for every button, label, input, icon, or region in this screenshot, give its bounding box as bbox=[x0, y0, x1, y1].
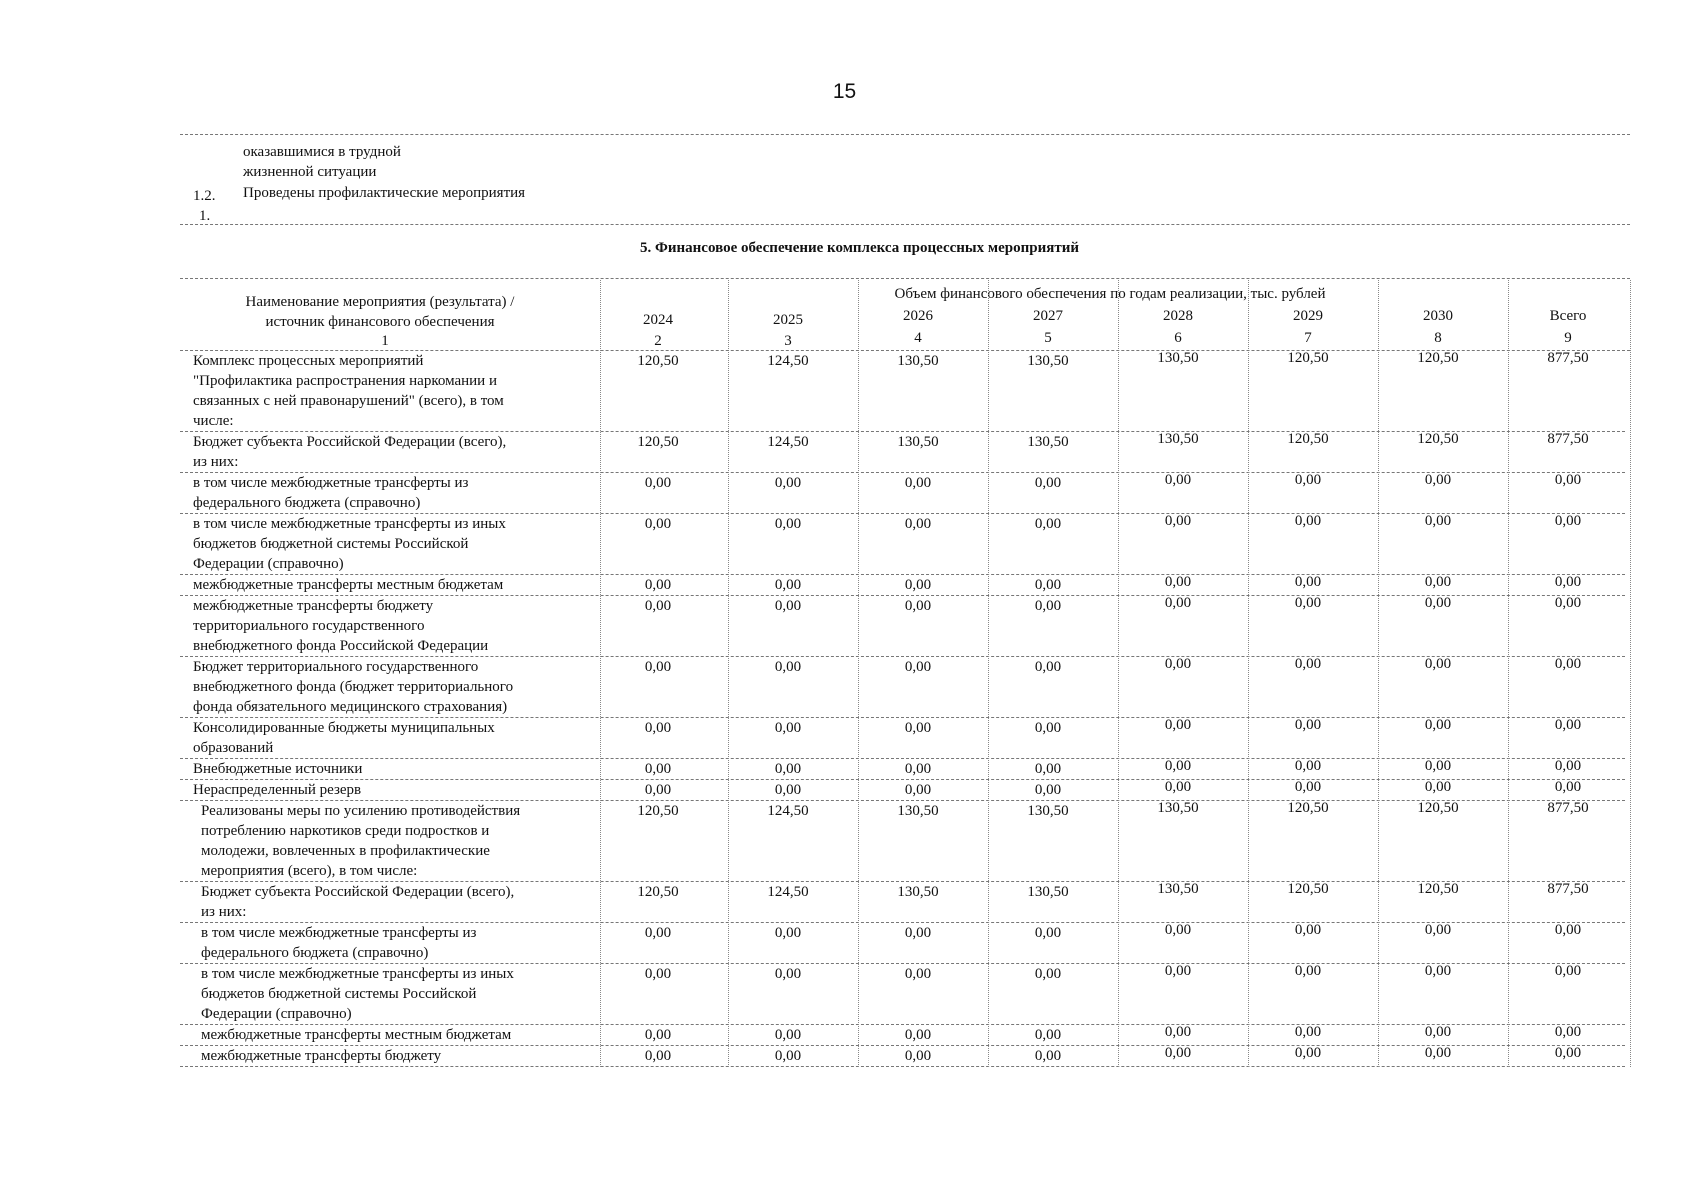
row-value: 0,00 bbox=[1554, 922, 1582, 938]
row-value: 0,00 bbox=[1294, 513, 1322, 529]
row-label: потреблению наркотиков среди подростков и bbox=[201, 823, 490, 839]
row-value: 124,50 bbox=[767, 884, 809, 900]
row-label: из них: bbox=[193, 454, 239, 470]
row-value: 877,50 bbox=[1547, 431, 1589, 447]
row-value: 0,00 bbox=[904, 1027, 932, 1043]
row-label: в том числе межбюджетные трансферты из bbox=[193, 475, 469, 491]
row-value: 120,50 bbox=[1417, 881, 1459, 897]
row-value: 130,50 bbox=[1027, 803, 1069, 819]
row-value: 120,50 bbox=[1417, 431, 1459, 447]
year-header: 2027 bbox=[1033, 308, 1063, 324]
row-value: 0,00 bbox=[644, 761, 672, 777]
row-divider bbox=[180, 431, 1625, 432]
row-value: 0,00 bbox=[774, 475, 802, 491]
row-value: 120,50 bbox=[637, 803, 679, 819]
row-label: внебюджетного фонда Российской Федерации bbox=[193, 638, 489, 654]
row-value: 0,00 bbox=[1424, 472, 1452, 488]
row-value: 0,00 bbox=[1424, 574, 1452, 590]
row-divider bbox=[180, 1066, 1625, 1067]
row-divider bbox=[180, 472, 1625, 473]
row-value: 0,00 bbox=[1034, 1048, 1062, 1064]
row-divider bbox=[180, 656, 1625, 657]
row-value: 0,00 bbox=[1424, 595, 1452, 611]
row-value: 0,00 bbox=[904, 475, 932, 491]
row-label: Федерации (справочно) bbox=[193, 556, 344, 572]
row-divider bbox=[180, 513, 1625, 514]
row-value: 0,00 bbox=[774, 1027, 802, 1043]
year-header: 2028 bbox=[1163, 308, 1193, 324]
row-value: 130,50 bbox=[897, 803, 939, 819]
year-header: 2025 bbox=[773, 312, 803, 328]
row-value: 0,00 bbox=[644, 598, 672, 614]
row-value: 130,50 bbox=[1027, 884, 1069, 900]
row-value: 0,00 bbox=[904, 659, 932, 675]
row-value: 0,00 bbox=[1294, 574, 1322, 590]
row-divider bbox=[180, 881, 1625, 882]
row-value: 0,00 bbox=[644, 1048, 672, 1064]
column-rule bbox=[1248, 280, 1249, 1067]
col1-header-line1: Наименование мероприятия (результата) / bbox=[245, 294, 515, 310]
row-value: 0,00 bbox=[1164, 779, 1192, 795]
row-value: 0,00 bbox=[774, 720, 802, 736]
row-value: 0,00 bbox=[904, 761, 932, 777]
span-header: Объем финансового обеспечения по годам реализации, тыс. рублей bbox=[894, 286, 1326, 302]
column-rule bbox=[1508, 280, 1509, 1067]
column-number: 4 bbox=[914, 330, 922, 346]
row-value: 0,00 bbox=[644, 577, 672, 593]
row-label: в том числе межбюджетные трансферты из иных bbox=[193, 516, 506, 532]
column-rule bbox=[1118, 280, 1119, 1067]
row-value: 120,50 bbox=[637, 353, 679, 369]
row-value: 0,00 bbox=[1164, 472, 1192, 488]
row-value: 120,50 bbox=[1287, 800, 1329, 816]
row-value: 0,00 bbox=[1424, 656, 1452, 672]
row-divider bbox=[180, 922, 1625, 923]
row-divider bbox=[180, 1024, 1625, 1025]
column-rule bbox=[1378, 280, 1379, 1067]
row-value: 0,00 bbox=[1294, 656, 1322, 672]
column-number: 6 bbox=[1174, 330, 1182, 346]
year-header: Всего bbox=[1549, 308, 1587, 324]
row-value: 0,00 bbox=[1424, 758, 1452, 774]
row-value: 0,00 bbox=[774, 516, 802, 532]
col1-header-line2: источник финансового обеспечения bbox=[265, 314, 495, 330]
row-label: Бюджет территориального государственного bbox=[193, 659, 479, 675]
row-value: 130,50 bbox=[1157, 881, 1199, 897]
row-value: 0,00 bbox=[1164, 717, 1192, 733]
prev-section-item-number: 1.2. bbox=[193, 188, 216, 204]
prev-section-item-text: Проведены профилактические мероприятия bbox=[243, 185, 526, 201]
row-value: 0,00 bbox=[1164, 1024, 1192, 1040]
column-number: 7 bbox=[1304, 330, 1312, 346]
row-value: 0,00 bbox=[1164, 656, 1192, 672]
row-value: 0,00 bbox=[1034, 1027, 1062, 1043]
row-label: Внебюджетные источники bbox=[193, 761, 363, 777]
row-label: Бюджет субъекта Российской Федерации (всего), bbox=[193, 434, 507, 450]
row-label: Реализованы меры по усилению противодействия bbox=[201, 803, 521, 819]
row-label: территориального государственного bbox=[193, 618, 425, 634]
row-value: 0,00 bbox=[904, 925, 932, 941]
row-value: 130,50 bbox=[897, 353, 939, 369]
section-title: 5. Финансовое обеспечение комплекса процессных мероприятий bbox=[640, 240, 1079, 256]
row-value: 877,50 bbox=[1547, 881, 1589, 897]
row-value: 877,50 bbox=[1547, 800, 1589, 816]
row-value: 0,00 bbox=[1034, 761, 1062, 777]
row-value: 124,50 bbox=[767, 353, 809, 369]
row-value: 0,00 bbox=[1294, 1045, 1322, 1061]
row-value: 0,00 bbox=[1554, 595, 1582, 611]
page-number: 15 bbox=[832, 80, 857, 103]
row-value: 130,50 bbox=[1157, 431, 1199, 447]
row-value: 877,50 bbox=[1547, 350, 1589, 366]
row-value: 0,00 bbox=[1164, 595, 1192, 611]
row-value: 120,50 bbox=[637, 434, 679, 450]
row-value: 0,00 bbox=[1164, 758, 1192, 774]
row-value: 0,00 bbox=[644, 516, 672, 532]
row-value: 0,00 bbox=[1034, 720, 1062, 736]
row-value: 0,00 bbox=[1294, 758, 1322, 774]
row-value: 0,00 bbox=[774, 966, 802, 982]
row-divider bbox=[180, 574, 1625, 575]
row-value: 0,00 bbox=[1164, 922, 1192, 938]
row-value: 0,00 bbox=[644, 1027, 672, 1043]
row-label: Консолидированные бюджеты муниципальных bbox=[193, 720, 495, 736]
row-value: 0,00 bbox=[644, 659, 672, 675]
row-value: 0,00 bbox=[1034, 966, 1062, 982]
row-value: 0,00 bbox=[1294, 717, 1322, 733]
row-value: 0,00 bbox=[1294, 472, 1322, 488]
row-label: федерального бюджета (справочно) bbox=[201, 945, 429, 961]
row-value: 0,00 bbox=[1554, 758, 1582, 774]
year-header: 2030 bbox=[1423, 308, 1453, 324]
row-value: 0,00 bbox=[1424, 963, 1452, 979]
row-value: 130,50 bbox=[897, 434, 939, 450]
row-value: 0,00 bbox=[644, 966, 672, 982]
row-divider bbox=[180, 963, 1625, 964]
row-value: 0,00 bbox=[1294, 779, 1322, 795]
row-label: из них: bbox=[201, 904, 247, 920]
row-label: в том числе межбюджетные трансферты из иных bbox=[201, 966, 514, 982]
row-value: 0,00 bbox=[1424, 779, 1452, 795]
row-value: 0,00 bbox=[1554, 656, 1582, 672]
row-value: 0,00 bbox=[1424, 922, 1452, 938]
row-label: "Профилактика распространения наркомании и bbox=[193, 373, 497, 389]
row-value: 0,00 bbox=[904, 720, 932, 736]
column-rule bbox=[600, 280, 601, 1067]
row-label: числе: bbox=[193, 413, 234, 429]
row-label: молодежи, вовлеченных в профилактические bbox=[201, 843, 490, 859]
row-value: 0,00 bbox=[1424, 513, 1452, 529]
row-divider bbox=[180, 595, 1625, 596]
prev-section-line1: оказавшимися в трудной bbox=[243, 144, 401, 160]
row-value: 0,00 bbox=[774, 577, 802, 593]
row-value: 0,00 bbox=[1034, 925, 1062, 941]
row-value: 0,00 bbox=[904, 598, 932, 614]
row-value: 0,00 bbox=[1164, 513, 1192, 529]
row-value: 0,00 bbox=[774, 925, 802, 941]
row-label: межбюджетные трансферты местным бюджетам bbox=[193, 577, 504, 593]
row-divider bbox=[180, 800, 1625, 801]
column-rule bbox=[1630, 280, 1631, 1067]
header-rule bbox=[180, 278, 1630, 279]
row-value: 0,00 bbox=[1034, 577, 1062, 593]
row-value: 130,50 bbox=[897, 884, 939, 900]
row-value: 0,00 bbox=[1554, 472, 1582, 488]
column-number: 1 bbox=[381, 333, 389, 349]
row-value: 0,00 bbox=[774, 598, 802, 614]
row-value: 0,00 bbox=[1034, 475, 1062, 491]
row-value: 0,00 bbox=[774, 659, 802, 675]
year-header: 2024 bbox=[643, 312, 673, 328]
row-value: 0,00 bbox=[774, 1048, 802, 1064]
row-label: межбюджетные трансферты бюджету bbox=[201, 1048, 442, 1064]
row-value: 0,00 bbox=[1294, 1024, 1322, 1040]
row-value: 0,00 bbox=[1554, 717, 1582, 733]
row-value: 120,50 bbox=[1287, 431, 1329, 447]
row-value: 120,50 bbox=[1417, 800, 1459, 816]
year-header: 2029 bbox=[1293, 308, 1323, 324]
year-header: 2026 bbox=[903, 308, 933, 324]
row-label: Федерации (справочно) bbox=[201, 1006, 352, 1022]
row-label: Нераспределенный резерв bbox=[193, 782, 362, 798]
column-rule bbox=[858, 280, 859, 1067]
row-value: 0,00 bbox=[1164, 574, 1192, 590]
row-label: в том числе межбюджетные трансферты из bbox=[201, 925, 477, 941]
row-value: 0,00 bbox=[1554, 1024, 1582, 1040]
prev-section-line2: жизненной ситуации bbox=[243, 164, 377, 180]
row-label: мероприятия (всего), в том числе: bbox=[201, 863, 418, 879]
row-value: 120,50 bbox=[1417, 350, 1459, 366]
row-value: 0,00 bbox=[1294, 922, 1322, 938]
row-value: 0,00 bbox=[904, 577, 932, 593]
row-divider bbox=[180, 758, 1625, 759]
prev-section-item-number-cont: 1. bbox=[199, 208, 211, 224]
row-label: бюджетов бюджетной системы Российской bbox=[193, 536, 469, 552]
header-rule bbox=[180, 224, 1630, 225]
column-number: 8 bbox=[1434, 330, 1442, 346]
row-value: 0,00 bbox=[1034, 659, 1062, 675]
row-value: 0,00 bbox=[1554, 574, 1582, 590]
row-value: 120,50 bbox=[637, 884, 679, 900]
row-value: 130,50 bbox=[1027, 434, 1069, 450]
row-value: 0,00 bbox=[644, 720, 672, 736]
row-value: 0,00 bbox=[644, 925, 672, 941]
column-rule bbox=[728, 280, 729, 1067]
row-label: Комплекс процессных мероприятий bbox=[193, 353, 424, 369]
row-divider bbox=[180, 1045, 1625, 1046]
row-label: образований bbox=[193, 740, 274, 756]
row-value: 0,00 bbox=[1164, 963, 1192, 979]
column-number: 9 bbox=[1564, 330, 1572, 346]
row-value: 0,00 bbox=[1554, 963, 1582, 979]
column-rule bbox=[988, 280, 989, 1067]
row-value: 0,00 bbox=[1034, 516, 1062, 532]
row-value: 0,00 bbox=[1034, 598, 1062, 614]
row-value: 120,50 bbox=[1287, 881, 1329, 897]
row-label: федерального бюджета (справочно) bbox=[193, 495, 421, 511]
row-value: 120,50 bbox=[1287, 350, 1329, 366]
row-value: 0,00 bbox=[1554, 779, 1582, 795]
row-value: 0,00 bbox=[1424, 1045, 1452, 1061]
row-value: 0,00 bbox=[1554, 513, 1582, 529]
row-value: 0,00 bbox=[1424, 1024, 1452, 1040]
row-value: 0,00 bbox=[904, 782, 932, 798]
row-label: связанных с ней правонарушений" (всего), в том bbox=[193, 393, 504, 409]
column-number: 2 bbox=[654, 333, 662, 349]
row-value: 130,50 bbox=[1157, 800, 1199, 816]
row-label: внебюджетного фонда (бюджет территориального bbox=[193, 679, 514, 695]
row-value: 0,00 bbox=[1294, 963, 1322, 979]
column-number: 5 bbox=[1044, 330, 1052, 346]
row-label: Бюджет субъекта Российской Федерации (всего), bbox=[201, 884, 515, 900]
row-divider bbox=[180, 779, 1625, 780]
row-value: 0,00 bbox=[644, 782, 672, 798]
row-label: бюджетов бюджетной системы Российской bbox=[201, 986, 477, 1002]
row-label: межбюджетные трансферты бюджету bbox=[193, 598, 434, 614]
row-value: 0,00 bbox=[774, 782, 802, 798]
row-value: 0,00 bbox=[1034, 782, 1062, 798]
row-value: 0,00 bbox=[1164, 1045, 1192, 1061]
row-value: 0,00 bbox=[1424, 717, 1452, 733]
row-label: межбюджетные трансферты местным бюджетам bbox=[201, 1027, 512, 1043]
row-value: 124,50 bbox=[767, 803, 809, 819]
row-label: фонда обязательного медицинского страхования) bbox=[193, 699, 508, 715]
header-rule bbox=[180, 134, 1630, 135]
column-number: 3 bbox=[784, 333, 792, 349]
row-divider bbox=[180, 717, 1625, 718]
row-value: 0,00 bbox=[774, 761, 802, 777]
row-value: 130,50 bbox=[1157, 350, 1199, 366]
row-value: 0,00 bbox=[1294, 595, 1322, 611]
row-value: 0,00 bbox=[904, 966, 932, 982]
row-value: 0,00 bbox=[644, 475, 672, 491]
header-rule bbox=[180, 350, 1630, 351]
row-value: 0,00 bbox=[904, 1048, 932, 1064]
row-value: 0,00 bbox=[904, 516, 932, 532]
row-value: 124,50 bbox=[767, 434, 809, 450]
row-value: 0,00 bbox=[1554, 1045, 1582, 1061]
row-value: 130,50 bbox=[1027, 353, 1069, 369]
